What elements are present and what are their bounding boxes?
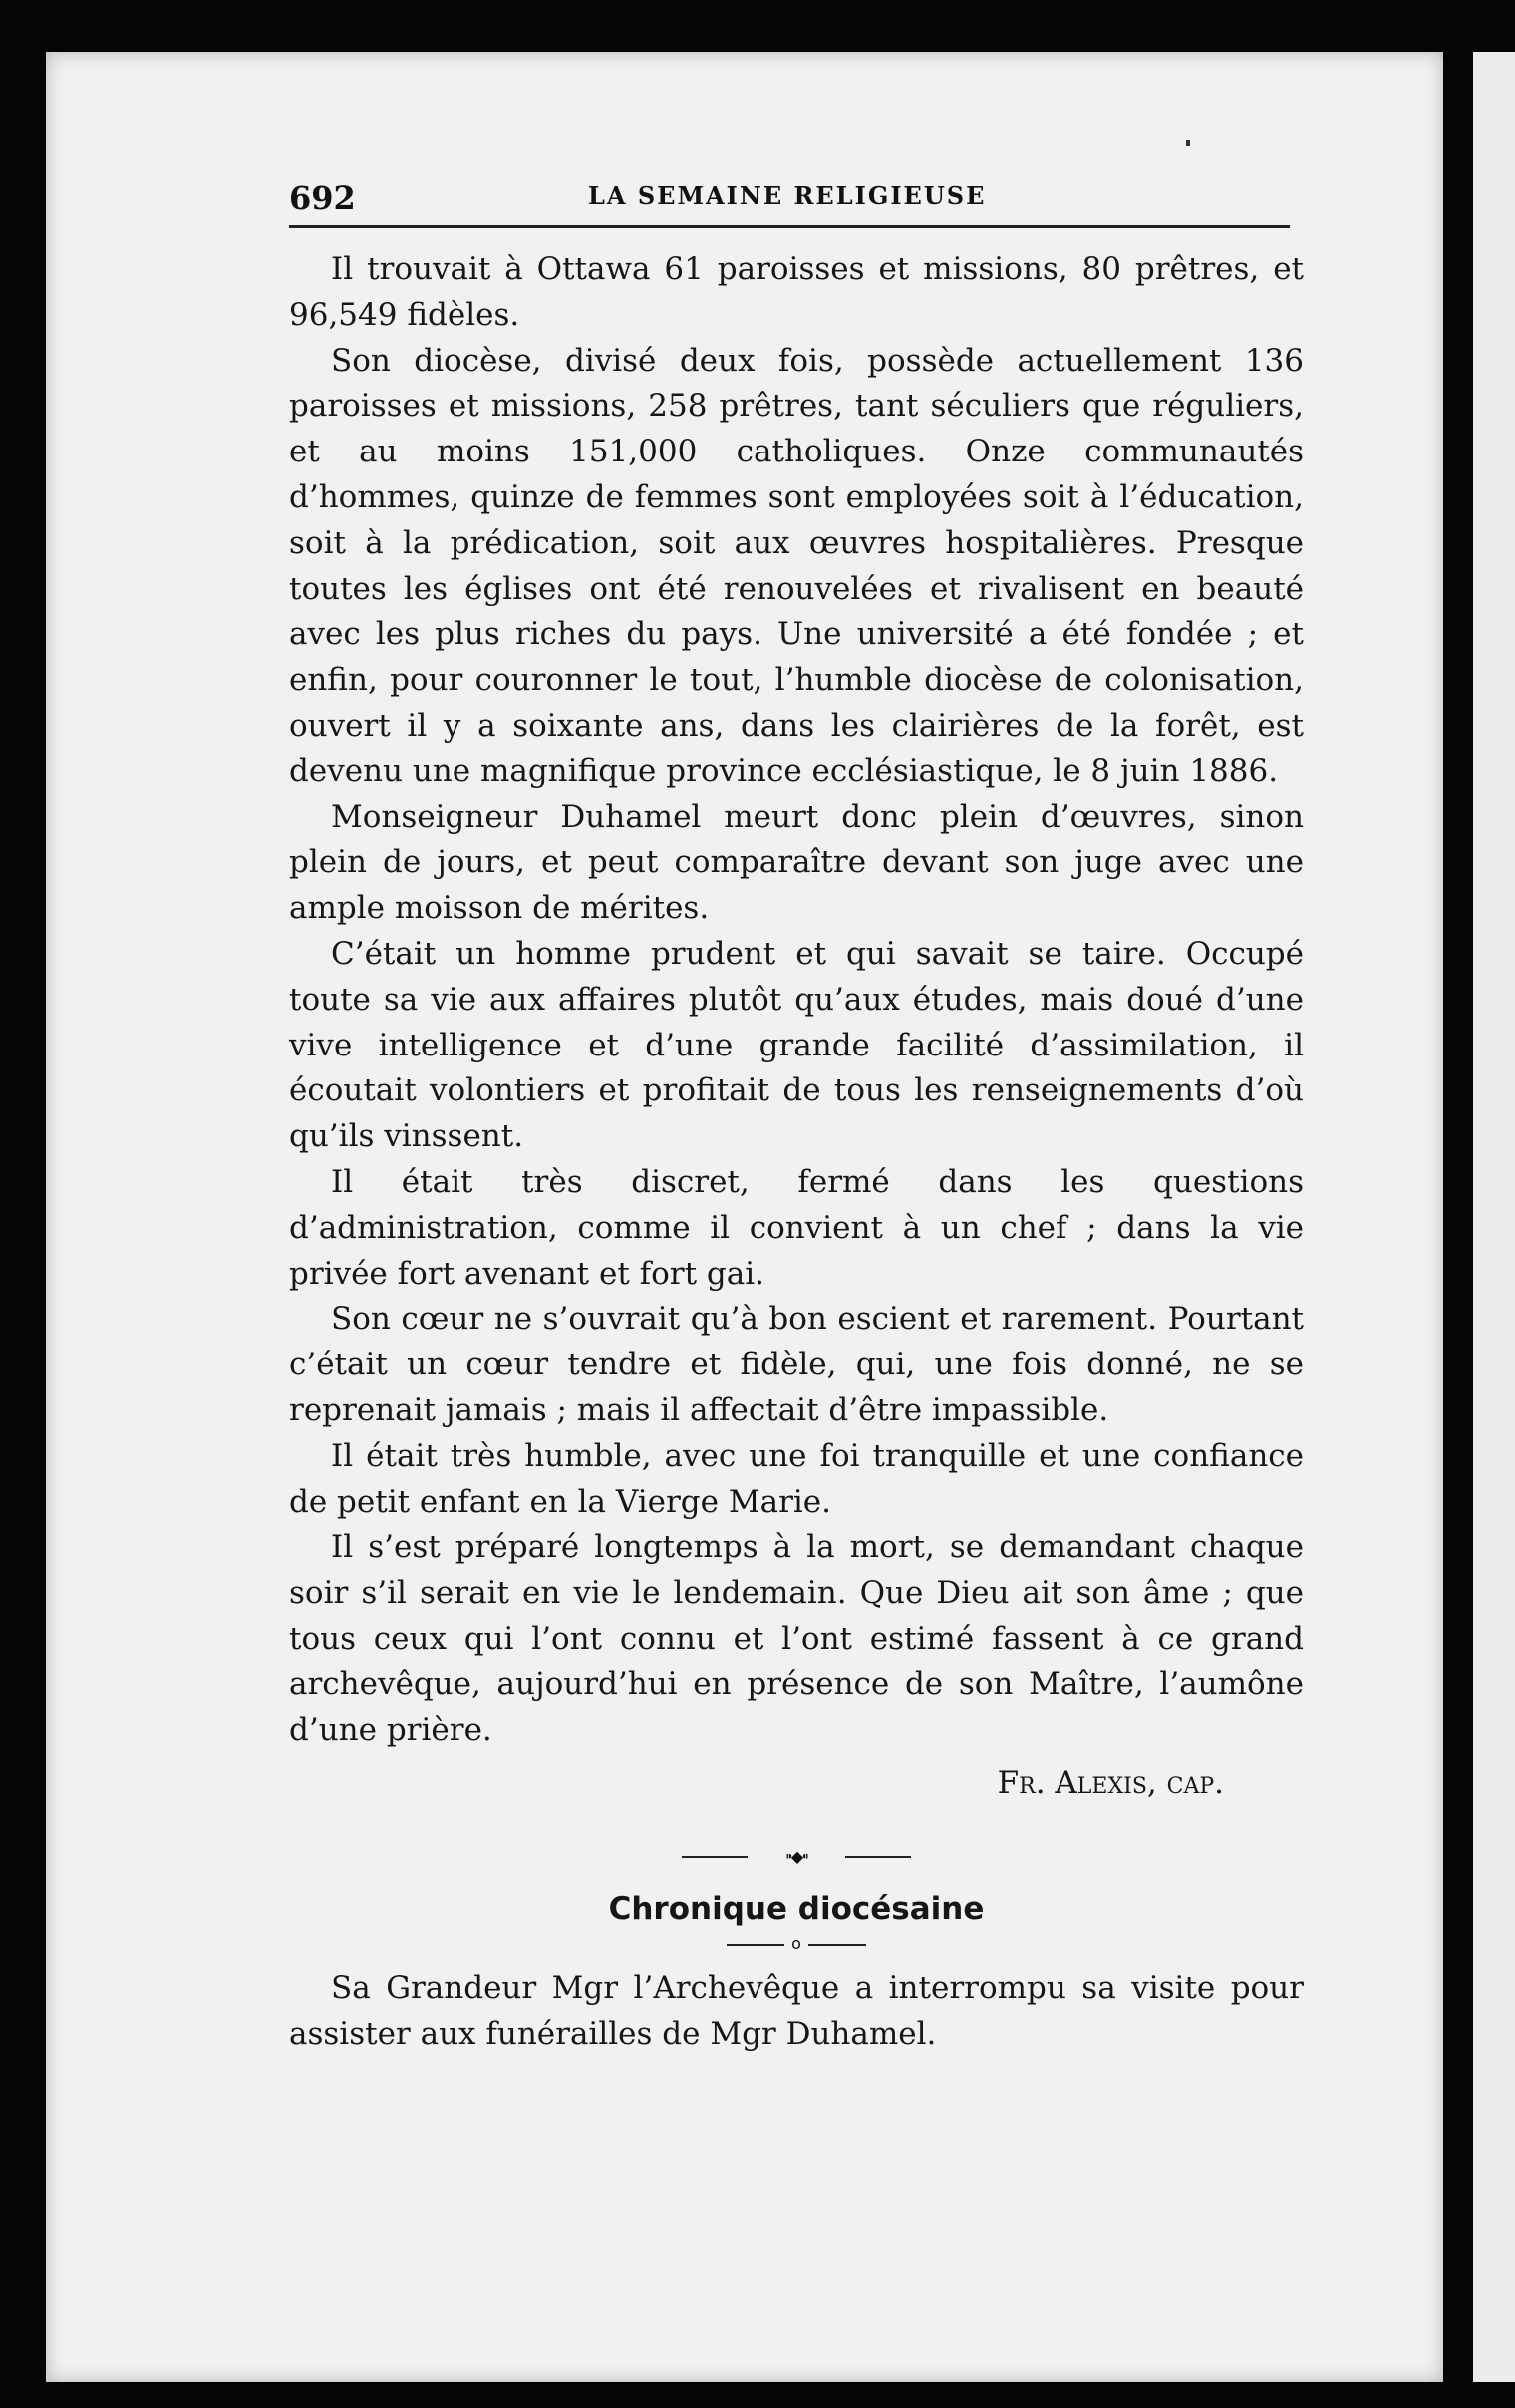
- author-signature: Fr. Alexis, cap.: [997, 1765, 1224, 1802]
- section-rule: [727, 1935, 866, 1953]
- paragraph: Son diocèse, divisé deux fois, possède actuellement 136 paroisses et missions, 258 prêtres, tant séculiers que réguliers, et au moins 151,000 catholiques. Onze communautés d’hommes, quinze de femmes sont employées soit à l’éducation, soit à la prédication, soit aux œuvres hospitalières. Presque toutes les églises ont été renouvelées et rivalisent en beauté avec les plus riches du pays. Une université a été fondée ; et enfin, pour couronner le tout, l’humble diocèse de colonisation, ouvert il y a soixante ans, dans les clairières de la forêt, est devenu une magnifique province ecclésiastique, le 8 juin 1886.: [289, 342, 1304, 789]
- paragraph: Il s’est préparé longtemps à la mort, se demandant chaque soir s’il serait en vie le lendemain. Que Dieu ait son âme ; que tous ceux qui l’ont connu et l’ont estimé fassent à ce grand archevêque, aujourd’hui en présence de son Maître, l’aumône d’une prière.: [289, 1529, 1304, 1748]
- ornament-divider: [682, 1847, 911, 1867]
- paragraph: Monseigneur Duhamel meurt donc plein d’œuvres, sinon plein de jours, et peut comparaître devant son juge avec une ample moisson de mérites.: [289, 798, 1304, 927]
- page-number: 692: [289, 179, 356, 217]
- paragraph: C’était un homme prudent et qui savait se taire. Occupé toute sa vie aux affaires plutôt qu’aux études, mais doué d’une vive intelligence et d’une grande facilité d’assimilation, il écoutait volontiers et profitait de tous les renseignements d’où qu’ils vinssent.: [289, 935, 1304, 1155]
- section-title: Chronique diocésaine: [608, 1891, 985, 1928]
- paragraph: Il était très discret, fermé dans les questions d’administration, comme il convient à un chef ; dans la vie privée fort avenant et fort gai.: [289, 1163, 1304, 1292]
- header-rule: [289, 225, 1290, 228]
- paragraph: Son cœur ne s’ouvrait qu’à bon escient et rarement. Pourtant c’était un cœur tendre et fidèle, qui, une fois donné, ne se reprenait jamais ; mais il affectait d’être impassible.: [289, 1301, 1304, 1428]
- facing-page-edge: [1473, 52, 1515, 2382]
- page-body: [289, 247, 1304, 2058]
- paragraph: Il était très humble, avec une foi tranquille et une confiance de petit enfant en la Vierge Marie.: [289, 1437, 1304, 1520]
- page-header: [245, 118, 1288, 217]
- running-title: LA SEMAINE RELIGIEUSE: [588, 181, 987, 210]
- ornament-glyph: ⁍◆⁌: [748, 1850, 845, 1864]
- section-rule-mark: o: [784, 1935, 808, 1953]
- section-paragraph: Sa Grandeur Mgr l’Archevêque a interrompu sa visite pour assister aux funérailles de Mgr Duhamel.: [289, 1970, 1304, 2052]
- paragraph: Il trouvait à Ottawa 61 paroisses et missions, 80 prêtres, et 96,549 fidèles.: [289, 251, 1304, 333]
